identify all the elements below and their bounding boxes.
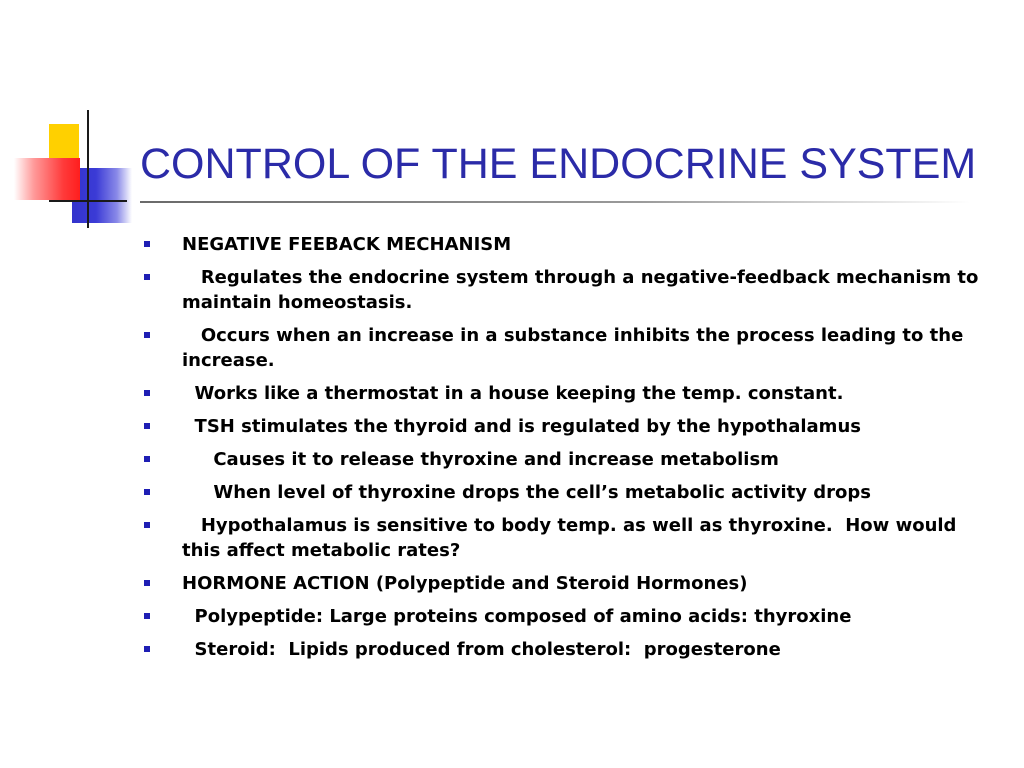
bullet-item [140,323,1000,373]
bullet-text: Occurs when an increase in a substance inhibits the process leading to the increase. [182,325,970,371]
bullet-text: Causes it to release thyroxine and increase metabolism [182,449,779,470]
bullet-item [140,265,1000,315]
bullet-marker-icon [144,613,150,619]
bullet-item [140,414,1000,439]
bullet-text: TSH stimulates the thyroid and is regulated by the hypothalamus [182,416,861,437]
bullet-marker-icon [144,456,150,462]
bullet-item [140,381,1000,406]
bullet-item [140,447,1000,472]
logo-red-square [14,158,80,200]
bullet-marker-icon [144,522,150,528]
bullet-text: Polypeptide: Large proteins composed of amino acids: thyroxine [182,606,852,627]
bullet-item [140,604,1000,629]
logo-horizontal-line [49,200,127,202]
bullet-text: Steroid: Lipids produced from cholesterol: progesterone [182,639,781,660]
logo-vertical-line [87,110,89,228]
bullet-item [140,232,1000,257]
bullet-marker-icon [144,423,150,429]
title-underline [140,201,970,203]
bullet-item [140,480,1000,505]
bullet-marker-icon [144,390,150,396]
bullet-item [140,513,1000,563]
bullet-marker-icon [144,241,150,247]
bullet-marker-icon [144,332,150,338]
bullet-list [140,232,1000,670]
logo-blue-square [72,168,132,223]
bullet-marker-icon [144,489,150,495]
bullet-item [140,637,1000,662]
bullet-item [140,571,1000,596]
bullet-text: When level of thyroxine drops the cell’s metabolic activity drops [182,482,871,503]
bullet-text: HORMONE ACTION (Polypeptide and Steroid Hormones) [182,573,748,594]
bullet-text: NEGATIVE FEEBACK MECHANISM [182,234,512,255]
decorative-logo [0,0,160,240]
slide-title: CONTROL OF THE ENDOCRINE SYSTEM [140,140,977,188]
bullet-text: Hypothalamus is sensitive to body temp. as well as thyroxine. How would this affect metabolic rates? [182,515,963,561]
bullet-text: Works like a thermostat in a house keeping the temp. constant. [182,383,844,404]
bullet-marker-icon [144,580,150,586]
bullet-marker-icon [144,646,150,652]
bullet-marker-icon [144,274,150,280]
bullet-text: Regulates the endocrine system through a negative-feedback mechanism to maintain homeostasis. [182,267,985,313]
